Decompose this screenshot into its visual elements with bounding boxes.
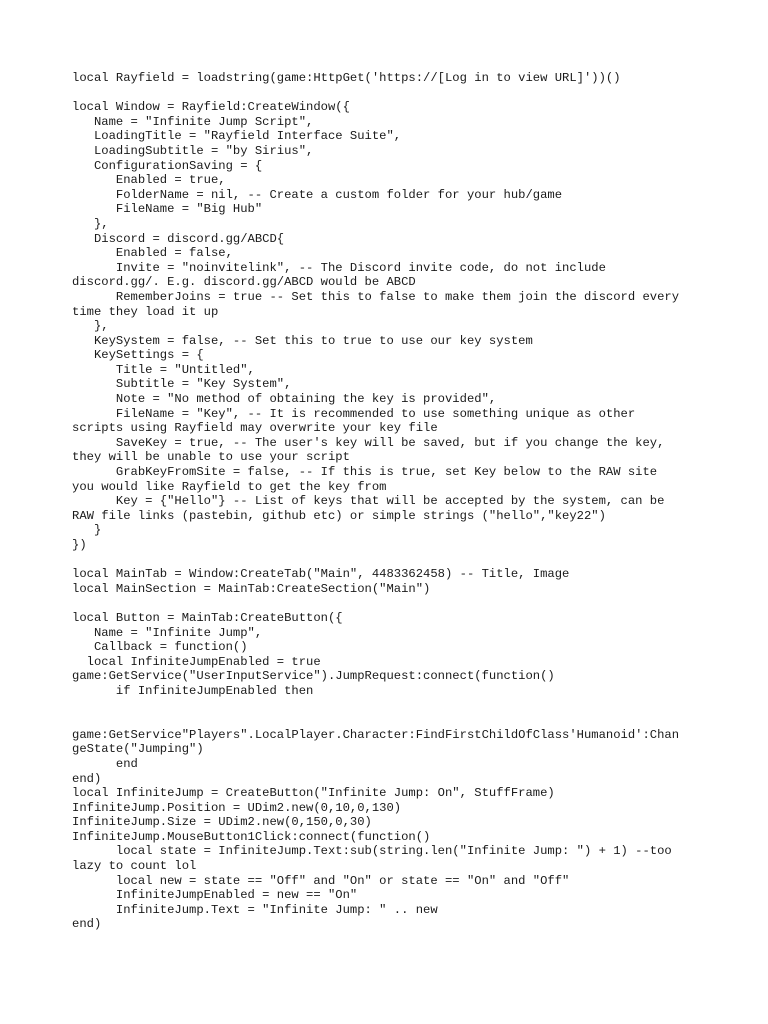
code-line: InfiniteJumpEnabled = new == "On" bbox=[72, 888, 358, 903]
code-line: Title = "Untitled", bbox=[72, 362, 255, 377]
code-line: }, bbox=[72, 319, 109, 334]
code-line: game:GetService"Players".LocalPlayer.Character:FindFirstChildOfClass'Humanoid':Chan bbox=[72, 727, 680, 742]
code-line: scripts using Rayfield may overwrite your key file bbox=[72, 421, 438, 436]
code-line bbox=[72, 86, 712, 101]
code-line: local InfiniteJump = CreateButton("Infinite Jump: On", StuffFrame) bbox=[72, 786, 555, 801]
code-line: local new = state == "Off" and "On" or state == "On" and "Off" bbox=[72, 873, 570, 888]
code-line: LoadingSubtitle = "by Sirius", bbox=[72, 143, 314, 158]
code-line bbox=[72, 713, 712, 728]
code-line: discord.gg/. E.g. discord.gg/ABCD would be ABCD bbox=[72, 275, 416, 290]
code-line: local Button = MainTab:CreateButton({ bbox=[72, 610, 343, 625]
code-line: local state = InfiniteJump.Text:sub(string.len("Infinite Jump: ") + 1) --too bbox=[72, 844, 672, 859]
code-line: ConfigurationSaving = { bbox=[72, 158, 263, 173]
code-line: KeySettings = { bbox=[72, 348, 204, 363]
code-line: local InfiniteJumpEnabled = true bbox=[72, 654, 321, 669]
code-line: local Rayfield = loadstring(game:HttpGet('https://[Log in to view URL]'))() bbox=[72, 71, 621, 85]
code-line: LoadingTitle = "Rayfield Interface Suite", bbox=[72, 129, 402, 144]
code-line: Name = "Infinite Jump Script", bbox=[72, 114, 314, 129]
code-line: Discord = discord.gg/ABCD{ bbox=[72, 231, 285, 246]
code-line: Note = "No method of obtaining the key is provided", bbox=[72, 392, 497, 407]
code-line: Key = {"Hello"} -- List of keys that will be accepted by the system, can be bbox=[72, 494, 665, 509]
code-line: RememberJoins = true -- Set this to false to make them join the discord every bbox=[72, 289, 680, 304]
code-line: SaveKey = true, -- The user's key will be saved, but if you change the key, bbox=[72, 435, 665, 450]
code-line: time they load it up bbox=[72, 304, 219, 319]
code-line: Enabled = true, bbox=[72, 173, 226, 188]
code-line: Name = "Infinite Jump", bbox=[72, 625, 263, 640]
code-line: local Window = Rayfield:CreateWindow({ bbox=[72, 100, 350, 115]
code-line: KeySystem = false, -- Set this to true to use our key system bbox=[72, 333, 533, 348]
code-line: end) bbox=[72, 917, 102, 932]
code-line: InfiniteJump.Size = UDim2.new(0,150,0,30) bbox=[72, 815, 372, 830]
code-line: InfiniteJump.Text = "Infinite Jump: " .. new bbox=[72, 902, 438, 917]
code-line: lazy to count lol bbox=[72, 859, 197, 874]
code-line: end bbox=[72, 756, 138, 771]
code-line: Callback = function() bbox=[72, 640, 248, 655]
code-line: RAW file links (pastebin, github etc) or simple strings ("hello","key22") bbox=[72, 508, 606, 523]
code-line: InfiniteJump.MouseButton1Click:connect(function() bbox=[72, 829, 431, 844]
code-line bbox=[72, 553, 712, 568]
code-line: } bbox=[72, 523, 102, 538]
code-line: Subtitle = "Key System", bbox=[72, 377, 292, 392]
code-line: you would like Rayfield to get the key from bbox=[72, 479, 387, 494]
code-line: end) bbox=[72, 771, 102, 786]
code-line: geState("Jumping") bbox=[72, 742, 204, 757]
code-line: Enabled = false, bbox=[72, 246, 233, 261]
code-line: FileName = "Big Hub" bbox=[72, 202, 263, 217]
code-line: Invite = "noinvitelink", -- The Discord invite code, do not include bbox=[72, 260, 606, 275]
code-line: InfiniteJump.Position = UDim2.new(0,10,0,130) bbox=[72, 800, 402, 815]
code-line bbox=[72, 596, 712, 611]
code-line: game:GetService("UserInputService").JumpRequest:connect(function() bbox=[72, 669, 555, 684]
code-line: FolderName = nil, -- Create a custom folder for your hub/game bbox=[72, 187, 563, 202]
code-line: }, bbox=[72, 216, 109, 231]
code-line bbox=[72, 699, 712, 714]
code-line: local MainSection = MainTab:CreateSection("Main") bbox=[72, 581, 431, 596]
code-listing bbox=[72, 71, 712, 932]
code-line: }) bbox=[72, 538, 87, 552]
code-line: GrabKeyFromSite = false, -- If this is true, set Key below to the RAW site bbox=[72, 465, 658, 480]
code-line: they will be unable to use your script bbox=[72, 450, 350, 465]
code-line: if InfiniteJumpEnabled then bbox=[72, 683, 314, 698]
code-line: local MainTab = Window:CreateTab("Main", 4483362458) -- Title, Image bbox=[72, 567, 570, 582]
code-line: FileName = "Key", -- It is recommended to use something unique as other bbox=[72, 406, 636, 421]
